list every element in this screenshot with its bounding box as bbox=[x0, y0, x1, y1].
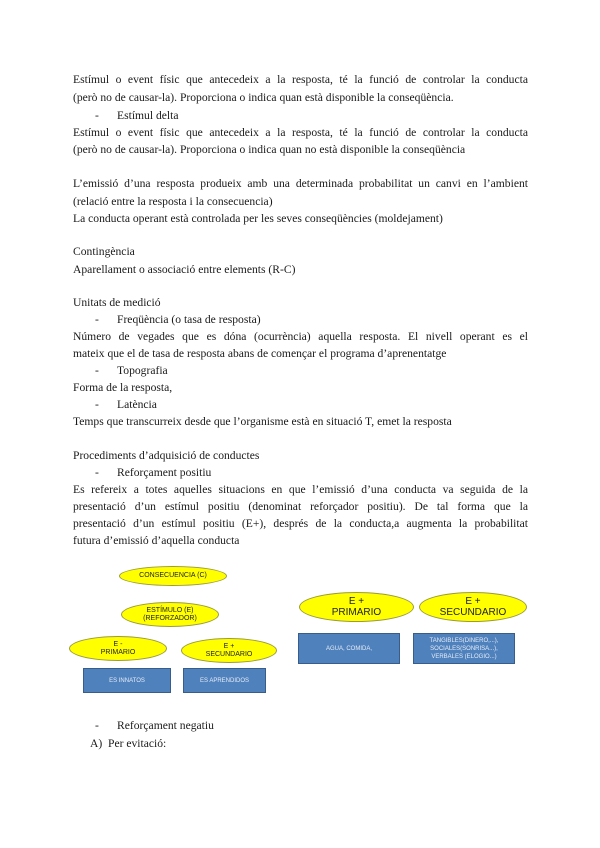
ordered-item-number: A) bbox=[90, 737, 103, 750]
bullet-label: Topografia bbox=[117, 364, 168, 377]
diagram-label: AGUA, COMIDA, bbox=[325, 645, 372, 652]
diagram-label-line: TANGIBLES(DINERO,...), bbox=[429, 637, 499, 644]
bullet-item bbox=[95, 313, 550, 327]
bullet-label: Latència bbox=[117, 398, 157, 411]
diagram-label: ES APRENDIDOS bbox=[199, 677, 249, 684]
ordered-item bbox=[90, 737, 545, 751]
estimulo-ellipse bbox=[121, 602, 219, 627]
diagram-label-line: E + bbox=[465, 596, 481, 607]
bullet-dash: - bbox=[95, 313, 99, 326]
paragraph-line: (però no de causar-la). Proporciona o indica quan no està disponible la conseqüència bbox=[73, 143, 466, 156]
paragraph-line: futura d’emissió d’aquella conducta bbox=[73, 534, 240, 547]
bullet-item bbox=[95, 719, 550, 733]
e-primario-ellipse bbox=[69, 636, 167, 661]
paragraph-line: Forma de la resposta, bbox=[73, 381, 173, 394]
bullet-dash: - bbox=[95, 398, 99, 411]
bullet-item bbox=[95, 109, 550, 123]
section-heading: Contingència bbox=[73, 245, 135, 258]
paragraph-line: Estímul o event físic que antecedeix a la resposta, té la funció de controlar la conducta bbox=[73, 73, 528, 86]
bullet-label: Freqüència (o tasa de resposta) bbox=[117, 313, 261, 326]
diagram-label bbox=[332, 596, 381, 618]
ordered-item-label: Per evitació: bbox=[108, 737, 167, 750]
e-plus-secundario-ellipse bbox=[419, 592, 527, 622]
paragraph-line: presentació d’un estímul positiu (E+), després de la conducta,a augmenta la probabilitat bbox=[73, 517, 528, 530]
bullet-label: Reforçament positiu bbox=[117, 466, 212, 479]
diagram-label-line: E - bbox=[113, 640, 123, 648]
bullet-dash: - bbox=[95, 109, 99, 122]
diagram-label bbox=[440, 596, 507, 618]
bullet-dash: - bbox=[95, 364, 99, 377]
paragraph-line: presentació d’un estímul positiu (denominat reforçador positiu). De tal forma que la bbox=[73, 500, 528, 513]
diagram-label-line: VERBALES (ELOGIO...) bbox=[431, 653, 497, 660]
diagram-label-line: SECUNDARIO bbox=[439, 607, 507, 618]
diagram-label bbox=[143, 607, 197, 623]
diagram-label-line: E + bbox=[223, 642, 235, 650]
paragraph-line: Número de vegades que es dóna (ocurrència) aquella resposta. El nivell operant es el bbox=[73, 330, 528, 343]
paragraph-line: (relació entre la resposta i la consecuencia) bbox=[73, 195, 273, 208]
diagram-label-line: E + bbox=[348, 596, 365, 607]
innatos-box bbox=[83, 668, 171, 693]
bullet-label: Reforçament negatiu bbox=[117, 719, 214, 732]
diagram-label: ES INNATOS bbox=[109, 677, 145, 684]
bullet-dash: - bbox=[95, 466, 99, 479]
bullet-item bbox=[95, 398, 550, 412]
diagram-label bbox=[206, 643, 253, 659]
diagram-label-line: ESTÍMULO (E) bbox=[146, 606, 194, 614]
diagram-label bbox=[430, 637, 499, 661]
e-secundario-ellipse bbox=[181, 638, 277, 663]
diagram-label-line: PRIMARIO bbox=[331, 607, 382, 618]
section-heading: Unitats de medició bbox=[73, 296, 161, 309]
diagram-label-line: SECUNDARIO bbox=[205, 650, 253, 658]
bullet-label: Estímul delta bbox=[117, 109, 179, 122]
bullet-item bbox=[95, 364, 550, 378]
consecuencia-ellipse bbox=[119, 566, 227, 586]
paragraph-line: (però no de causar-la). Proporciona o indica quan està disponible la conseqüència. bbox=[73, 91, 454, 104]
tangibles-box bbox=[413, 633, 515, 664]
bullet-dash: - bbox=[95, 719, 99, 732]
diagram-label-line: SOCIALES(SONRISA...), bbox=[430, 645, 498, 652]
bullet-item bbox=[95, 466, 550, 480]
agua-comida-box bbox=[298, 633, 400, 664]
paragraph-line: Es refereix a totes aquelles situacions en que l’emissió d’una conducta va seguida de la bbox=[73, 483, 528, 496]
paragraph-line: L’emissió d’una resposta produeix amb una determinada probabilitat un canvi en l’ambient bbox=[73, 177, 528, 190]
diagram-label: CONSECUENCIA (C) bbox=[139, 572, 207, 579]
paragraph-line: Aparellament o associació entre elements (R-C) bbox=[73, 263, 296, 276]
diagram-label bbox=[101, 641, 136, 657]
section-heading: Procediments d’adquisició de conductes bbox=[73, 449, 260, 462]
e-plus-primario-ellipse bbox=[299, 592, 414, 622]
paragraph-line: mateix que el de tasa de resposta abans de començar el programa d’aprenentatge bbox=[73, 347, 447, 360]
paragraph-line: La conducta operant està controlada per les seves conseqüències (moldejament) bbox=[73, 212, 443, 225]
diagram-label-line: PRIMARIO bbox=[100, 648, 136, 656]
aprendidos-box bbox=[183, 668, 266, 693]
paragraph-line: Estímul o event físic que antecedeix a la resposta, té la funció de controlar la conducta bbox=[73, 126, 528, 139]
diagram-label-line: (REFORZADOR) bbox=[143, 614, 197, 622]
paragraph-line: Temps que transcurreix desde que l’organisme està en situació T, emet la resposta bbox=[73, 415, 452, 428]
